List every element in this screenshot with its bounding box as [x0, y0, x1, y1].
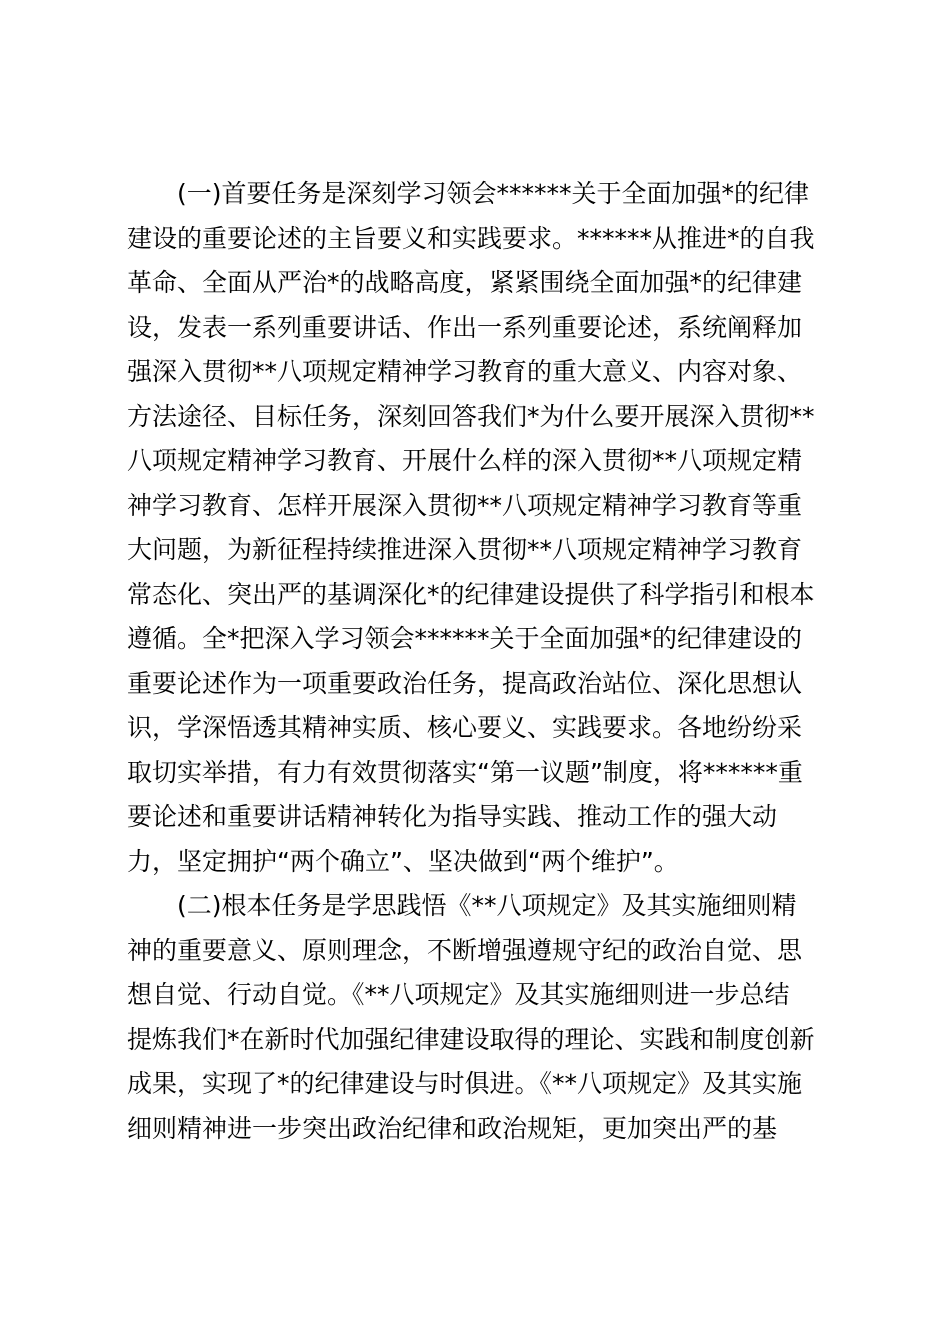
- paragraph-line: 细则精神进一步突出政治纪律和政治规矩，更加突出严的基: [127, 1113, 778, 1143]
- paragraph-line: 要论述和重要讲话精神转化为指导实践、推动工作的强大动: [127, 802, 778, 831]
- paragraph-line: (二)根本任务是学思践悟《**八项规定》及其实施细则精: [177, 891, 797, 920]
- paragraph-line: 设，发表一系列重要讲话、作出一系列重要论述，系统阐释加: [127, 312, 803, 342]
- paragraph-line: 八项规定精神学习教育、开展什么样的深入贯彻**八项规定精: [127, 446, 803, 475]
- paragraph-line: 重要论述作为一项重要政治任务，提高政治站位、深化思想认: [127, 668, 803, 698]
- paragraph-1: [127, 172, 837, 884]
- paragraph-line: 成果，实现了*的纪律建设与时俱进。《**八项规定》及其实施: [127, 1069, 803, 1098]
- paragraph-line: 识，学深悟透其精神实质、核心要义、实践要求。各地纷纷采: [127, 713, 803, 742]
- paragraph-line: 想自觉、行动自觉。《**八项规定》及其实施细则进一步总结: [127, 980, 790, 1009]
- paragraph-line: 提炼我们*在新时代加强纪律建设取得的理论、实践和制度创新: [127, 1024, 815, 1054]
- paragraph-line: 常态化、突出严的基调深化*的纪律建设提供了科学指引和根本: [127, 579, 815, 609]
- paragraph-line: 力，坚定拥护“两个确立”、坚决做到“两个维护”。: [127, 846, 679, 876]
- paragraph-line: 强深入贯彻**八项规定精神学习教育的重大意义、内容对象、: [127, 357, 803, 386]
- paragraph-line: 取切实举措，有力有效贯彻落实“第一议题”制度，将******重: [127, 757, 803, 787]
- paragraph-line: 大问题，为新征程持续推进深入贯彻**八项规定精神学习教育: [127, 535, 803, 564]
- paragraph-2: [127, 884, 837, 1151]
- body-text: [127, 172, 837, 1151]
- paragraph-line: 建设的重要论述的主旨要义和实践要求。******从推进*的自我: [127, 223, 815, 253]
- paragraph-line: 方法途径、目标任务，深刻回答我们*为什么要开展深入贯彻**: [127, 401, 815, 431]
- paragraph-line: 遵循。全*把深入学习领会******关于全面加强*的纪律建设的: [127, 624, 803, 653]
- paragraph-line: 革命、全面从严治*的战略高度，紧紧围绕全面加强*的纪律建: [127, 268, 803, 297]
- paragraph-line: 神学习教育、怎样开展深入贯彻**八项规定精神学习教育等重: [127, 490, 803, 520]
- paragraph-line: (一)首要任务是深刻学习领会******关于全面加强*的纪律: [177, 179, 810, 208]
- paragraph-line: 神的重要意义、原则理念，不断增强遵规守纪的政治自觉、思: [127, 935, 803, 965]
